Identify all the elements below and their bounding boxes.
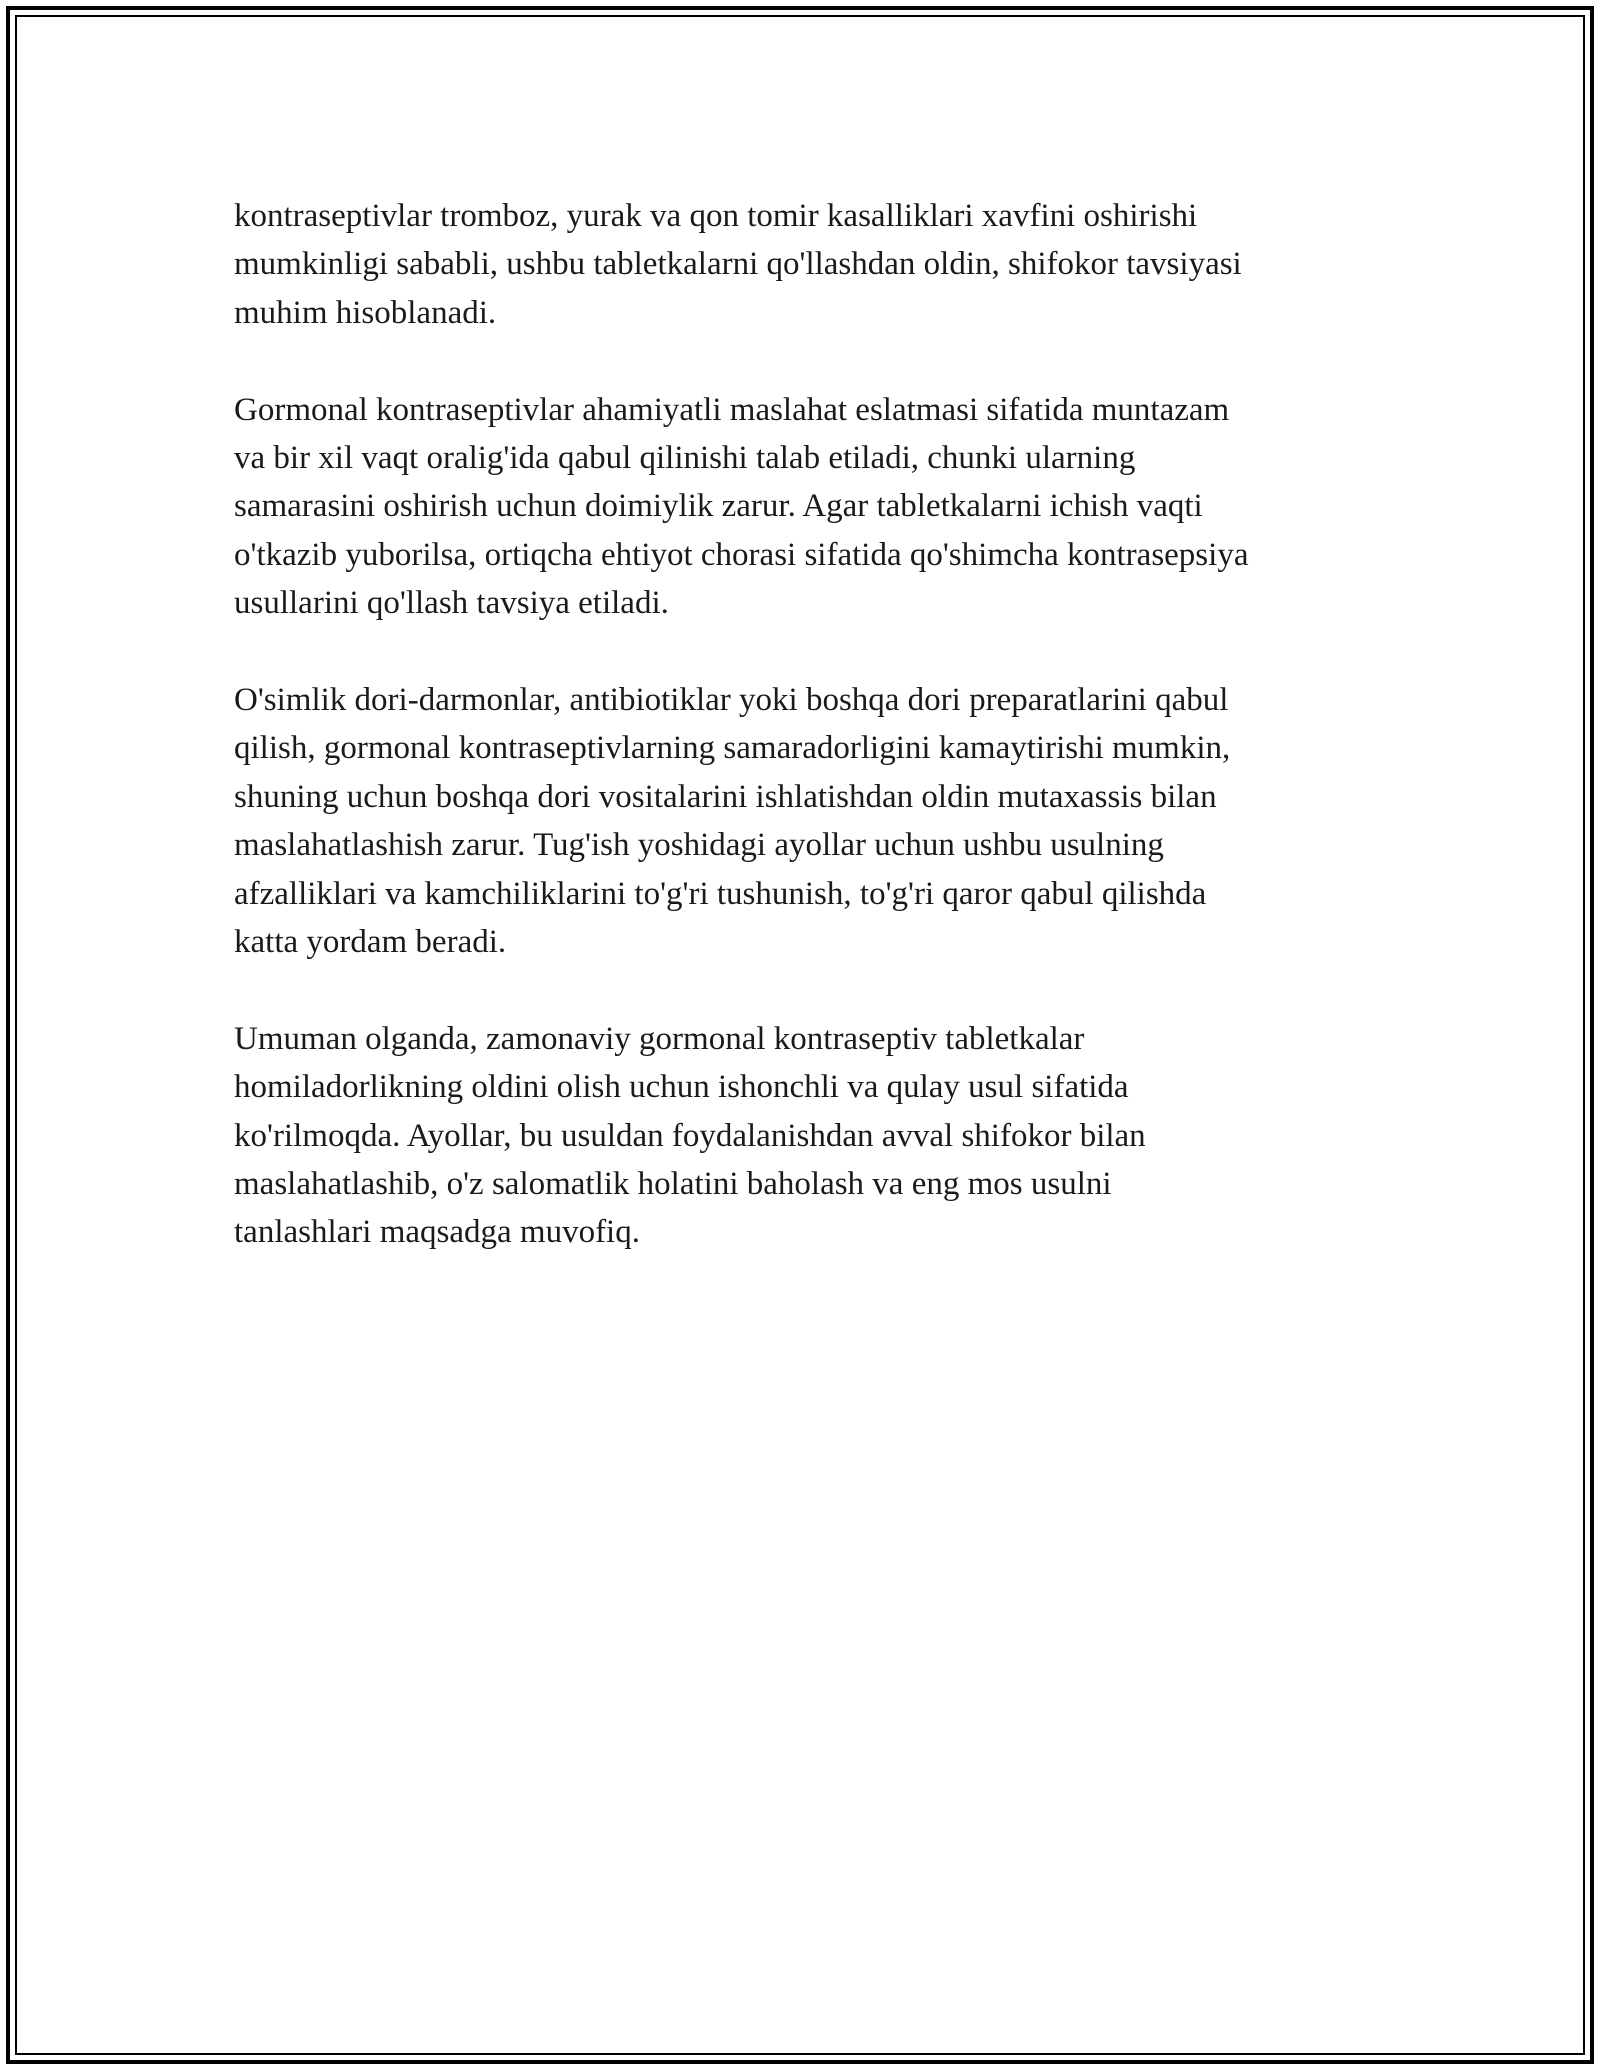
document-page xyxy=(6,6,1594,2064)
paragraph-4: Umuman olganda, zamonaviy gormonal kontraseptiv tabletkalar homiladorlikning oldini olish uchun ishonchli va qulay usul sifatida ko'rilmoqda. Ayollar, bu usuldan foydalanishdan avval shifokor bilan maslahatlashib, o'z salomatlik holatini baholash va eng mos usulni tanlashlari maqsadga muvofiq. xyxy=(234,1020,1146,1251)
paragraph-2: Gormonal kontraseptivlar ahamiyatli maslahat eslatmasi sifatida muntazam va bir xil vaqt oralig'ida qabul qilinishi talab etiladi, chunki ularning samarasini oshirish uchun doimiylik zarur. Agar tabletkalarni ichish vaqti o'tkazib yuborilsa, ortiqcha ehtiyot chorasi sifatida qo'shimcha kontrasepsiya usullarini qo'llash tavsiya etiladi. xyxy=(234,391,1249,622)
document-body xyxy=(234,192,1394,1305)
paragraph-3: O'simlik dori-darmonlar, antibiotiklar yoki boshqa dori preparatlarini qabul qilish, gormonal kontraseptivlarning samaradorligini kamaytirishi mumkin, shuning uchun boshqa dori vositalarini ishlatishdan oldin mutaxassis bilan maslahatlashish zarur. Tug'ish yoshidagi ayollar uchun ushbu usulning afzalliklari va kamchiliklarini to'g'ri tushunish, to'g'ri qaror qabul qilishda katta yordam beradi. xyxy=(234,682,1231,961)
paragraph-1: kontraseptivlar tromboz, yurak va qon tomir kasalliklari xavfini oshirishi mumkinligi sababli, ushbu tabletkalarni qo'llashdan oldin, shifokor tavsiyasi muhim hisoblanadi. xyxy=(234,198,1242,331)
